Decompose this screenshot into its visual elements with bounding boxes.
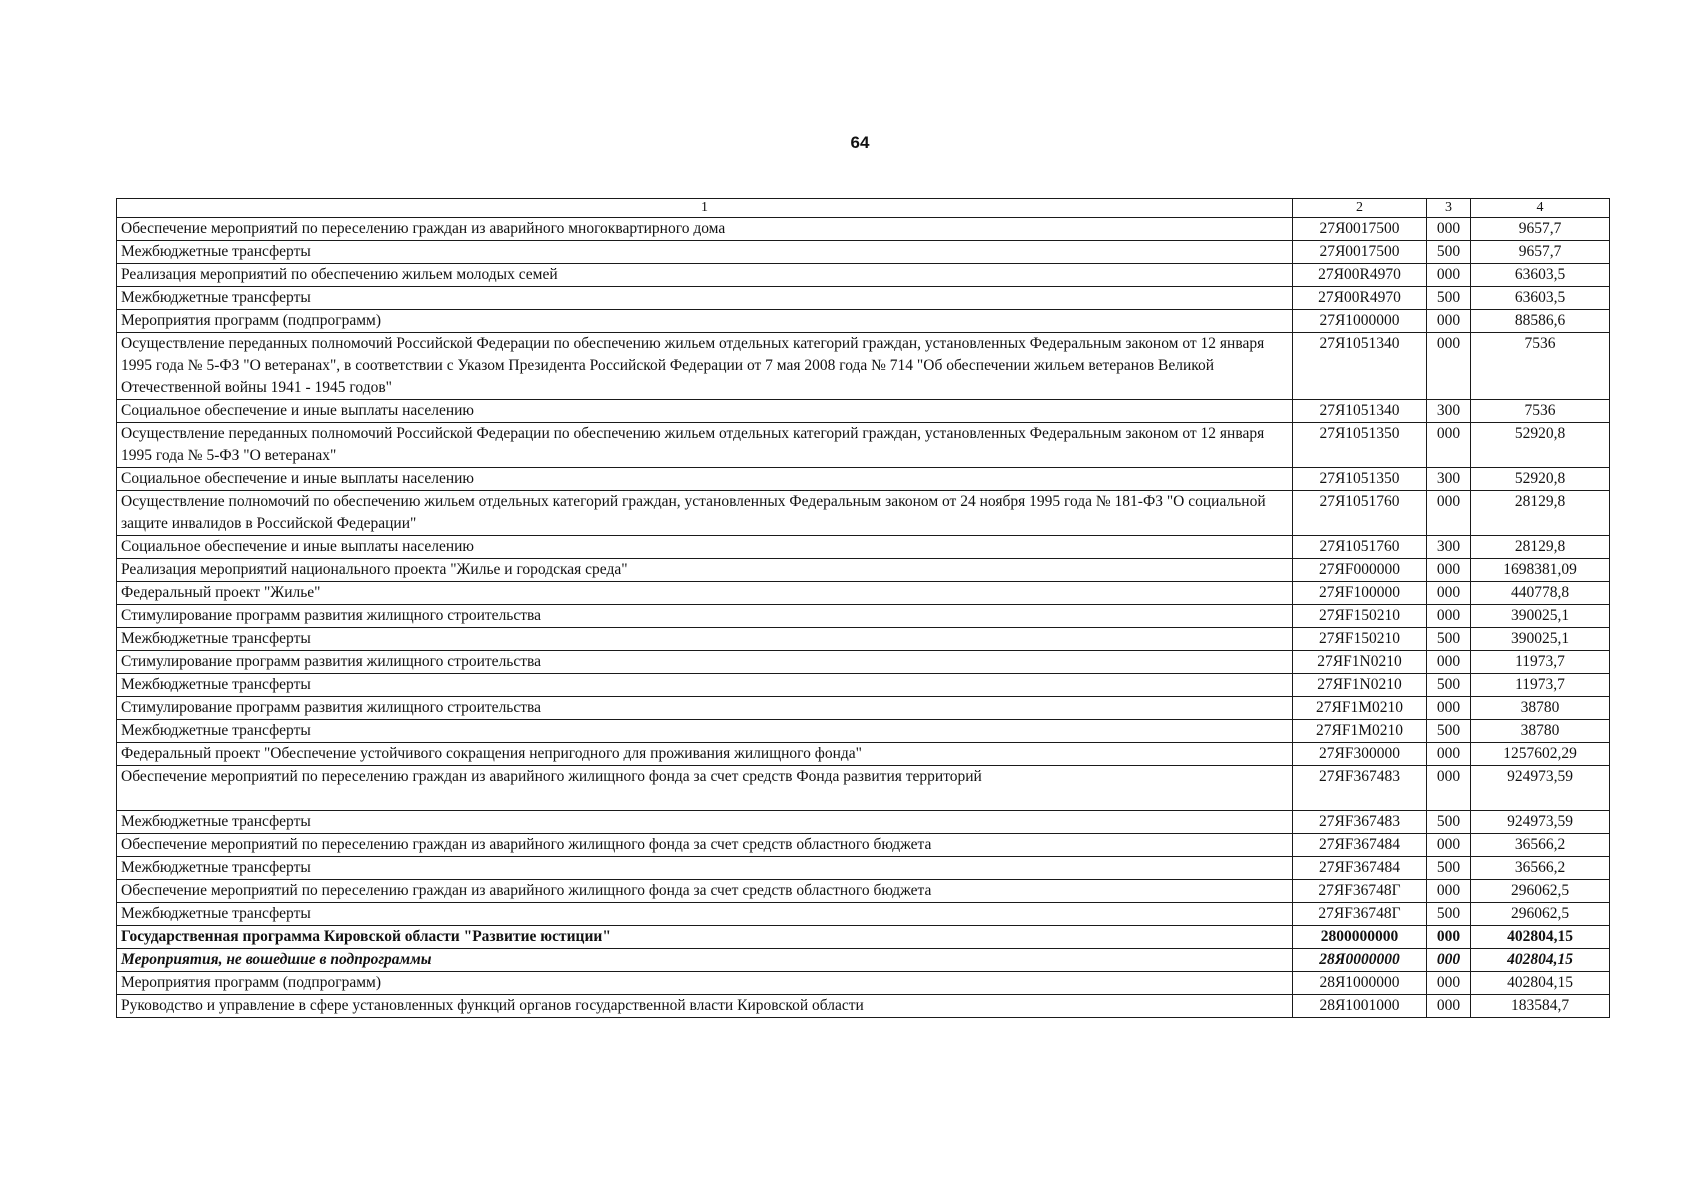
row-code-cell: 27ЯF1N0210 [1293, 674, 1427, 697]
header-cell-2: 2 [1293, 199, 1427, 218]
table-row [117, 468, 1610, 491]
row-type-cell: 000 [1427, 651, 1471, 674]
header-cell-1: 1 [117, 199, 1293, 218]
row-name-cell: Межбюджетные трансферты [117, 811, 1293, 834]
row-name-cell: Стимулирование программ развития жилищного строительства [117, 605, 1293, 628]
row-name-cell: Межбюджетные трансферты [117, 628, 1293, 651]
row-code-cell: 27Я1051340 [1293, 400, 1427, 423]
row-code-cell: 27Я1051350 [1293, 423, 1427, 468]
row-type-cell: 000 [1427, 834, 1471, 857]
row-type-cell: 000 [1427, 697, 1471, 720]
row-type-cell: 300 [1427, 536, 1471, 559]
row-code-cell: 27ЯF367483 [1293, 766, 1427, 811]
row-type-cell: 000 [1427, 218, 1471, 241]
row-name-cell: Обеспечение мероприятий по переселению граждан из аварийного жилищного фонда за счет средств Фонда развития территорий [117, 766, 1293, 811]
row-code-cell: 27Я0017500 [1293, 218, 1427, 241]
row-code-cell: 27ЯF100000 [1293, 582, 1427, 605]
table-row [117, 880, 1610, 903]
row-type-cell: 500 [1427, 720, 1471, 743]
row-name-cell: Обеспечение мероприятий по переселению граждан из аварийного жилищного фонда за счет средств областного бюджета [117, 834, 1293, 857]
row-sum-cell: 36566,2 [1471, 857, 1610, 880]
table-row [117, 218, 1610, 241]
table-row [117, 674, 1610, 697]
row-code-cell: 27ЯF150210 [1293, 605, 1427, 628]
row-name-cell: Межбюджетные трансферты [117, 903, 1293, 926]
header-cell-4: 4 [1471, 199, 1610, 218]
row-name-cell: Межбюджетные трансферты [117, 241, 1293, 264]
table-row [117, 651, 1610, 674]
row-name-cell: Социальное обеспечение и иные выплаты населению [117, 536, 1293, 559]
row-code-cell: 27ЯF1N0210 [1293, 651, 1427, 674]
row-sum-cell: 7536 [1471, 333, 1610, 400]
row-name-cell: Федеральный проект "Жилье" [117, 582, 1293, 605]
table-row [117, 559, 1610, 582]
table-row [117, 582, 1610, 605]
row-name-cell: Межбюджетные трансферты [117, 720, 1293, 743]
row-sum-cell: 28129,8 [1471, 536, 1610, 559]
row-code-cell: 27ЯF367483 [1293, 811, 1427, 834]
row-sum-cell: 183584,7 [1471, 995, 1610, 1018]
row-type-cell: 300 [1427, 400, 1471, 423]
table-row [117, 423, 1610, 468]
row-sum-cell: 11973,7 [1471, 651, 1610, 674]
row-code-cell: 27ЯF367484 [1293, 834, 1427, 857]
row-name-cell: Реализация мероприятий по обеспечению жильем молодых семей [117, 264, 1293, 287]
row-sum-cell: 7536 [1471, 400, 1610, 423]
page-number: 64 [850, 133, 870, 152]
row-code-cell: 27ЯF300000 [1293, 743, 1427, 766]
row-type-cell: 000 [1427, 333, 1471, 400]
row-code-cell: 28Я1000000 [1293, 972, 1427, 995]
row-code-cell: 27Я1000000 [1293, 310, 1427, 333]
row-code-cell: 27Я00R4970 [1293, 287, 1427, 310]
row-sum-cell: 52920,8 [1471, 423, 1610, 468]
row-sum-cell: 1257602,29 [1471, 743, 1610, 766]
row-code-cell: 27ЯF36748Г [1293, 880, 1427, 903]
row-sum-cell: 28129,8 [1471, 491, 1610, 536]
row-name-cell: Государственная программа Кировской области "Развитие юстиции" [117, 926, 1293, 949]
table-row [117, 949, 1610, 972]
row-code-cell: 27Я1051350 [1293, 468, 1427, 491]
row-name-cell: Межбюджетные трансферты [117, 857, 1293, 880]
row-sum-cell: 402804,15 [1471, 972, 1610, 995]
table-row [117, 720, 1610, 743]
row-code-cell: 28Я1001000 [1293, 995, 1427, 1018]
row-type-cell: 500 [1427, 903, 1471, 926]
row-name-cell: Обеспечение мероприятий по переселению граждан из аварийного жилищного фонда за счет средств областного бюджета [117, 880, 1293, 903]
row-name-cell: Стимулирование программ развития жилищного строительства [117, 651, 1293, 674]
row-type-cell: 000 [1427, 743, 1471, 766]
row-type-cell: 000 [1427, 926, 1471, 949]
row-name-cell: Социальное обеспечение и иные выплаты населению [117, 468, 1293, 491]
row-sum-cell: 63603,5 [1471, 264, 1610, 287]
row-name-cell: Стимулирование программ развития жилищного строительства [117, 697, 1293, 720]
row-type-cell: 000 [1427, 972, 1471, 995]
table-row [117, 743, 1610, 766]
row-type-cell: 500 [1427, 287, 1471, 310]
row-type-cell: 000 [1427, 423, 1471, 468]
row-code-cell: 27ЯF000000 [1293, 559, 1427, 582]
row-type-cell: 500 [1427, 241, 1471, 264]
row-type-cell: 000 [1427, 605, 1471, 628]
table-row [117, 400, 1610, 423]
row-code-cell: 2800000000 [1293, 926, 1427, 949]
row-name-cell: Мероприятия программ (подпрограмм) [117, 972, 1293, 995]
row-sum-cell: 9657,7 [1471, 241, 1610, 264]
row-code-cell: 27Я1051760 [1293, 491, 1427, 536]
row-name-cell: Руководство и управление в сфере установленных функций органов государственной власти Кировской области [117, 995, 1293, 1018]
budget-table [116, 198, 1610, 1018]
table-row [117, 857, 1610, 880]
row-type-cell: 500 [1427, 628, 1471, 651]
row-sum-cell: 296062,5 [1471, 903, 1610, 926]
table-row [117, 628, 1610, 651]
row-code-cell: 27Я1051340 [1293, 333, 1427, 400]
table-row [117, 241, 1610, 264]
row-type-cell: 000 [1427, 491, 1471, 536]
row-name-cell: Межбюджетные трансферты [117, 674, 1293, 697]
row-sum-cell: 38780 [1471, 697, 1610, 720]
row-sum-cell: 52920,8 [1471, 468, 1610, 491]
table-row [117, 766, 1610, 811]
header-cell-3: 3 [1427, 199, 1471, 218]
row-code-cell: 27Я0017500 [1293, 241, 1427, 264]
row-type-cell: 000 [1427, 582, 1471, 605]
row-sum-cell: 440778,8 [1471, 582, 1610, 605]
row-name-cell: Мероприятия, не вошедшие в подпрограммы [117, 949, 1293, 972]
row-code-cell: 28Я0000000 [1293, 949, 1427, 972]
row-code-cell: 27ЯF367484 [1293, 857, 1427, 880]
row-type-cell: 000 [1427, 264, 1471, 287]
row-code-cell: 27ЯF1M0210 [1293, 720, 1427, 743]
row-sum-cell: 390025,1 [1471, 628, 1610, 651]
table-row [117, 697, 1610, 720]
row-name-cell: Осуществление переданных полномочий Российской Федерации по обеспечению жильем отдельных категорий граждан, установленных Федеральным законом от 12 января 1995 года № 5-ФЗ "О ветеранах" [117, 423, 1293, 468]
row-code-cell: 27ЯF150210 [1293, 628, 1427, 651]
row-name-cell: Социальное обеспечение и иные выплаты населению [117, 400, 1293, 423]
row-code-cell: 27Я1051760 [1293, 536, 1427, 559]
row-type-cell: 000 [1427, 766, 1471, 811]
row-type-cell: 500 [1427, 674, 1471, 697]
row-sum-cell: 390025,1 [1471, 605, 1610, 628]
row-sum-cell: 63603,5 [1471, 287, 1610, 310]
row-type-cell: 500 [1427, 857, 1471, 880]
row-name-cell: Реализация мероприятий национального проекта "Жилье и городская среда" [117, 559, 1293, 582]
row-name-cell: Осуществление полномочий по обеспечению жильем отдельных категорий граждан, установленных Федеральным законом от 24 ноября 1995 года № 181-ФЗ "О социальной защите инвалидов в Российской Федерации" [117, 491, 1293, 536]
row-sum-cell: 88586,6 [1471, 310, 1610, 333]
table-row [117, 287, 1610, 310]
row-sum-cell: 9657,7 [1471, 218, 1610, 241]
table-row [117, 333, 1610, 400]
row-sum-cell: 924973,59 [1471, 811, 1610, 834]
row-sum-cell: 38780 [1471, 720, 1610, 743]
row-name-cell: Федеральный проект "Обеспечение устойчивого сокращения непригодного для проживания жилищного фонда" [117, 743, 1293, 766]
row-name-cell: Мероприятия программ (подпрограмм) [117, 310, 1293, 333]
row-sum-cell: 11973,7 [1471, 674, 1610, 697]
row-type-cell: 000 [1427, 949, 1471, 972]
row-code-cell: 27ЯF36748Г [1293, 903, 1427, 926]
table-row [117, 310, 1610, 333]
row-sum-cell: 402804,15 [1471, 926, 1610, 949]
row-name-cell: Межбюджетные трансферты [117, 287, 1293, 310]
row-sum-cell: 924973,59 [1471, 766, 1610, 811]
row-sum-cell: 1698381,09 [1471, 559, 1610, 582]
table-header-row [117, 199, 1610, 218]
table-row [117, 972, 1610, 995]
row-type-cell: 000 [1427, 559, 1471, 582]
table-row [117, 264, 1610, 287]
row-name-cell: Осуществление переданных полномочий Российской Федерации по обеспечению жильем отдельных категорий граждан, установленных Федеральным законом от 12 января 1995 года № 5-ФЗ "О ветеранах", в соответствии с Указом Президента Российской Федерации от 7 мая 2008 года № 714 "Об обеспечении жильем ветеранов Великой Отечественной войны 1941 - 1945 годов" [117, 333, 1293, 400]
row-type-cell: 500 [1427, 811, 1471, 834]
row-sum-cell: 296062,5 [1471, 880, 1610, 903]
table-row [117, 605, 1610, 628]
row-type-cell: 300 [1427, 468, 1471, 491]
row-type-cell: 000 [1427, 880, 1471, 903]
row-sum-cell: 36566,2 [1471, 834, 1610, 857]
row-name-cell: Обеспечение мероприятий по переселению граждан из аварийного многоквартирного дома [117, 218, 1293, 241]
row-type-cell: 000 [1427, 995, 1471, 1018]
table-row [117, 926, 1610, 949]
row-sum-cell: 402804,15 [1471, 949, 1610, 972]
table-body [117, 199, 1610, 1018]
row-code-cell: 27ЯF1M0210 [1293, 697, 1427, 720]
row-type-cell: 000 [1427, 310, 1471, 333]
table-row [117, 536, 1610, 559]
table-row [117, 834, 1610, 857]
row-code-cell: 27Я00R4970 [1293, 264, 1427, 287]
table-row [117, 811, 1610, 834]
table-row [117, 903, 1610, 926]
table-row [117, 995, 1610, 1018]
table-row [117, 491, 1610, 536]
